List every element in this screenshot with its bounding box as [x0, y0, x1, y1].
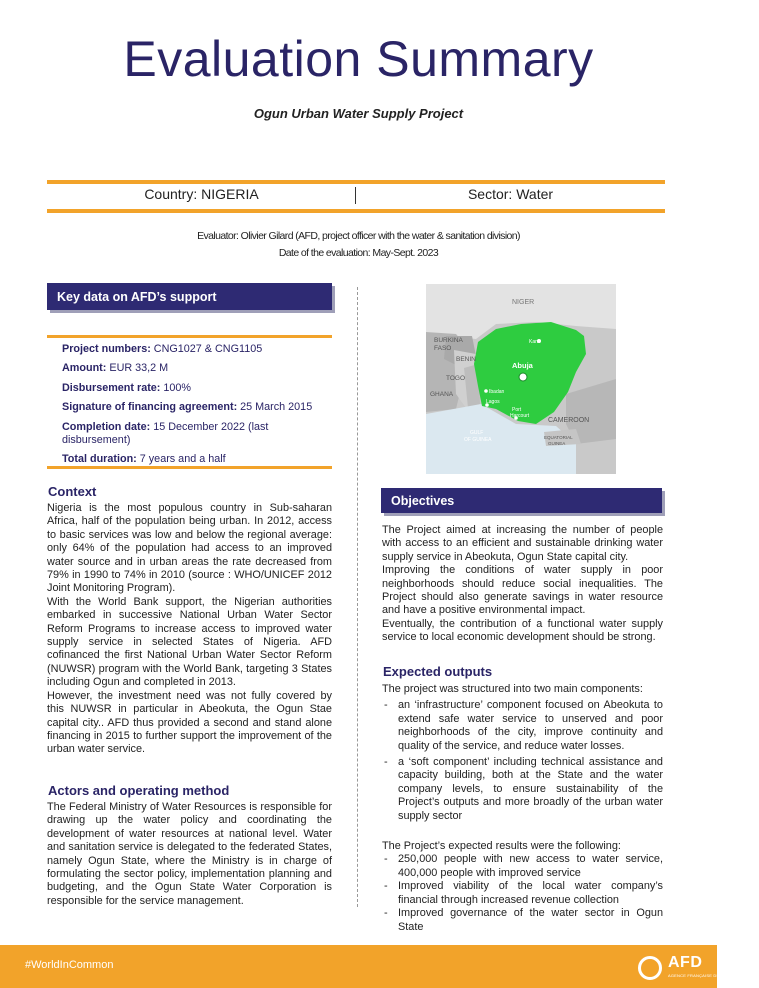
key-data-duration: Total duration: 7 years and a half [62, 453, 226, 466]
afd-logo-ring-icon [638, 956, 662, 980]
map-label-eq-2: GUINEA [548, 441, 566, 446]
results-intro: The Project’s expected results were the following: [382, 840, 621, 853]
context-paragraph-1: Nigeria is the most populous country in Sub-saharan Africa, half of the population being urban. In 2012, access to basic services was low and below the regional average: only 64% of the population had access to an improved water source and in urban areas the rate decreased from 79% in 1990 to 74% in 2010 (source : WHO/UNICEF 2012 Joint Monitoring Program). [47, 502, 332, 595]
page-title: Evaluation Summary [123, 31, 594, 87]
band-top-line [47, 180, 665, 184]
column-divider [357, 287, 358, 907]
key-data-disbursement-rate: Disbursement rate: 100% [62, 381, 192, 394]
objectives-paragraph-1: The Project aimed at increasing the number of people with access to an efficient and sustainable drinking water supply service in Abeokuta, Ogun State capital city. [382, 524, 663, 563]
evaluation-date: Date of the evaluation: May-Sept. 2023 [278, 247, 439, 259]
nigeria-map [426, 284, 616, 474]
sector-label: Sector: Water [467, 186, 554, 202]
outputs-intro: The project was structured into two main components: [382, 683, 643, 695]
component-item: - an ‘infrastructure’ component focused on Abeokuta to extend safe water service to unserved and poor neighborhoods of the city, improve continuity and quality of the service, and reduce water losses. [382, 699, 663, 753]
result-item: - 250,000 people with new access to water service, 400,000 people with improved service [382, 853, 663, 880]
map-label-eq-1: EQUATORIAL [544, 435, 573, 440]
component-item: - a ‘soft component’ including technical assistance and capacity building, both at the State and the water company levels, to ensure sustainability of the Project’s outputs and more broadly of the urban water supply sector [382, 756, 663, 823]
map-label-gulf-1: GULF [470, 430, 484, 436]
actors-heading: Actors and operating method [48, 783, 230, 798]
map-label-ghana: GHANA [430, 391, 454, 398]
map-label-cameroon: CAMEROON [548, 417, 590, 424]
key-data-box [47, 335, 332, 469]
outputs-heading: Expected outputs [383, 664, 493, 679]
objectives-paragraph-3: Eventually, the contribution of a functional water supply service to local economic development should be strong. [382, 617, 663, 644]
key-data-signature: Signature of financing agreement: 25 March 2015 [62, 401, 313, 414]
afd-logo-text: AFD [668, 954, 703, 971]
country-label: Country: NIGERIA [144, 186, 259, 202]
map-label-niger: NIGER [512, 299, 535, 306]
map-label-faso: FASO [434, 345, 452, 352]
map-label-lagos: Lagos [486, 399, 500, 405]
key-data-project-numbers: Project numbers: CNG1027 & CNG1105 [62, 343, 263, 355]
map-label-abuja: Abuja [512, 361, 533, 370]
map-label-togo: TOGO [446, 375, 466, 382]
map-label-port: Port [512, 407, 522, 413]
result-item: - Improved viability of the local water company’s financial through increased revenue collection [382, 880, 663, 907]
components-list [382, 699, 663, 823]
outputs-text [382, 683, 663, 934]
map-label-harcourt: Harcourt [510, 413, 530, 419]
context-heading: Context [48, 484, 97, 499]
context-text [47, 502, 332, 757]
afd-logo-subtext: AGENCE FRANÇAISE DE DÉVELOPPEMENT [668, 973, 759, 978]
key-data-amount: Amount: EUR 33,2 M [62, 362, 169, 375]
objectives-paragraph-2: Improving the conditions of water supply in poor neighborhoods should reduce social inequalities. The Project should also generate savings in water resource and have a positive environmental impact. [382, 564, 663, 617]
context-paragraph-2: With the World Bank support, the Nigerian authorities embarked in successive National Urban Water Sector Reform Programs to increase access to improved water supply service in selected States of Nigeria. AFD cofinanced the first National Urban Water Sector Reform (NUWSR) program with the World Bank, targeting 3 States including Ogun and completed in 2013. [47, 595, 332, 689]
map-label-gulf-2: OF GUINEA [464, 437, 492, 443]
map-label-ibadan: Ibadan [489, 389, 505, 395]
project-subtitle: Ogun Urban Water Supply Project [253, 106, 464, 121]
results-list [382, 853, 663, 933]
map-label-burkina: BURKINA [434, 337, 463, 344]
key-data-banner: Key data on AFD’s support [47, 283, 332, 310]
actors-text [47, 801, 332, 908]
map-label-benin: BENIN [456, 356, 476, 363]
actors-paragraph-1: The Federal Ministry of Water Resources is responsible for drawing up the water policy and coordinating the development of water resources at national level. Water and sanitation service is delegated to the federated States, namely Ogun State, where the Ministry is in charge of formulating the sector policy, implementation planning and budgeting, and the Ogun State Water Corporation is responsible for the service management. [47, 801, 332, 907]
band-bottom-line [47, 209, 665, 213]
hashtag-label: #WorldInCommon [25, 959, 114, 971]
country-sector-band [47, 186, 665, 206]
afd-logo [638, 953, 759, 983]
evaluator-line: Evaluator: Olivier Gilard (AFD, project officer with the water & sanitation division) [197, 230, 520, 242]
evaluator-info [0, 228, 717, 262]
map-label-kano: Kano [529, 339, 541, 345]
key-data-completion: Completion date: 15 December 2022 (last disbursement) [62, 420, 269, 447]
objectives-text [382, 524, 663, 645]
result-item: - Improved governance of the water sector in Ogun State [382, 907, 663, 934]
objectives-banner: Objectives [381, 488, 662, 513]
context-paragraph-3: However, the investment need was not fully covered by this NUWSR in particular in Abeokuta, the Ogun Stae capital city.. AFD thus provided a second and stand alone financing in 2015 to further support the improvement of the urban water service. [47, 689, 332, 756]
footer-bar [0, 945, 759, 988]
